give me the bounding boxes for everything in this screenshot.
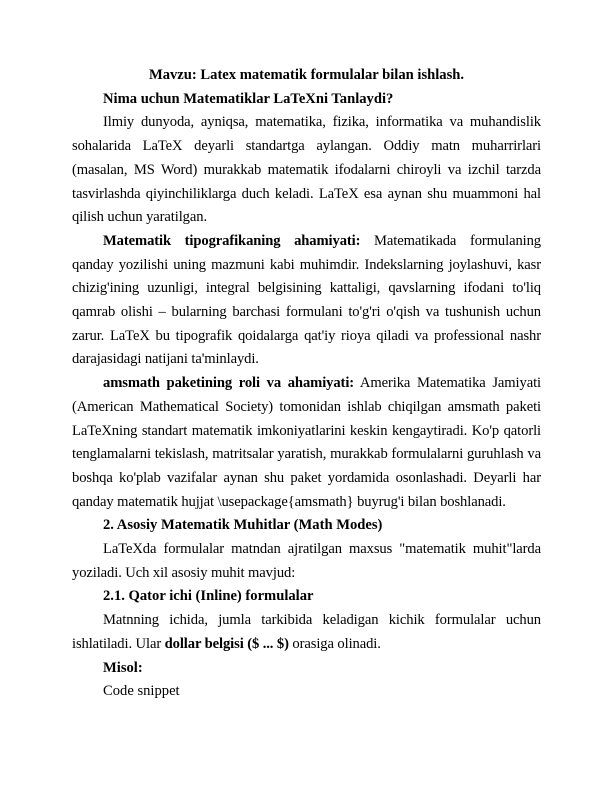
paragraph-amsmath-text: Amerika Matematika Jamiyati (American Mathematical Society) tomonidan ishlab chiqilgan amsmath paketi LaTeXning standart matematik imkoniyatlarini keskin kengaytiradi. Ko'p qatorli tenglamalarni tekislash, matritsalar yaratish, murakkab formulalarni guruhlash va boshqa ko'plab vazifalar aynan shu paket yordamida osonlashadi. Deyarli har qanday matematik hujjat \usepackage{amsmath} buyrug'i bilan boshlanadi. xyxy=(72,375,541,510)
document-title: Mavzu: Latex matematik formulalar bilan ishlash. xyxy=(148,67,465,83)
paragraph-amsmath-lead: amsmath paketining roli va ahamiyati: xyxy=(103,375,355,392)
paragraph-typography-lead: Matematik tipografikaning ahamiyati: xyxy=(103,232,361,249)
subsection-heading-inline: 2.1. Qator ichi (Inline) formulalar xyxy=(103,588,314,605)
paragraph-intro: Ilmiy dunyoda, ayniqsa, matematika, fizika, informatika va muhandislik sohalarida LaTeX deyarli standartga aylangan. Oddiy matn muharrirlari (masalan, MS Word) murakkab matematik ifodalarni chiroyli va izchil tarzda tasvirlashda qiyinchiliklarga duch keladi. LaTeX esa aynan shu muammoni hal qilish uchun yaratilgan. xyxy=(72,114,541,226)
paragraph-inline-bold: dollar belgisi ($ ... $) xyxy=(164,635,289,652)
paragraph-typography-text: Matematikada formulaning qanday yozilishi uning mazmuni kabi muhimdir. Indekslarning joylashuvi, kasr chizig'ining uzunligi, integral belgisining kattaligi, qavslarning ifodani to'liq qamrab olishi – bularning barchasi formulani to'g'ri o'qish va tushunish uchun zarur. LaTeX bu tipografik qoidalarga qat'iy rioya qiladi va professional nashr darajasidagi natijani ta'minlaydi. xyxy=(72,232,541,368)
example-label: Misol: xyxy=(103,659,143,676)
paragraph-inline-tail: orasiga olinadi. xyxy=(288,635,381,652)
paragraph-amsmath xyxy=(72,372,541,514)
paragraph-inline-text: Matnning ichida, jumla tarkibida keladigan kichik formulalar uchun ishlatiladi. Ular xyxy=(72,612,541,652)
section-heading-math-modes: 2. Asosiy Matematik Muhitlar (Math Modes) xyxy=(103,517,383,534)
paragraph-typography xyxy=(72,230,541,372)
paragraph-math-modes: LaTeXda formulalar matndan ajratilgan maxsus "matematik muhit"larda yoziladi. Uch xil asosiy muhit mavjud: xyxy=(72,541,541,581)
code-snippet-label: Code snippet xyxy=(103,683,180,700)
document-page xyxy=(72,64,541,704)
section-heading-why-latex: Nima uchun Matematiklar LaTeXni Tanlaydi? xyxy=(103,90,394,107)
paragraph-inline xyxy=(72,609,541,656)
